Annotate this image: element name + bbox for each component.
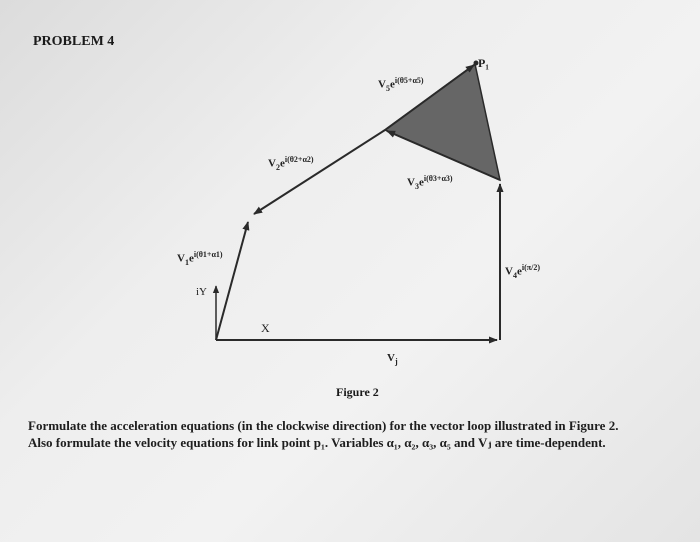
- statement-line-1: Formulate the acceleration equations (in the clockwise direction) for the vector loop illustrated in Figure 2.: [28, 418, 619, 433]
- label-x-axis: X: [261, 321, 270, 335]
- label-v3: $V_3e^{i(\theta 3+\alpha 3)}$: [407, 174, 453, 191]
- label-p1: P₁: [478, 56, 489, 70]
- vector-v1: [216, 222, 248, 340]
- figure-caption: Figure 2: [336, 385, 379, 399]
- vector-v2: [254, 130, 385, 214]
- label-v5: $V_5e^{i(\theta 5+\alpha 5)}$: [378, 76, 424, 93]
- label-v1: $V_1e^{i(\theta 1+\alpha 1)}$: [177, 250, 223, 267]
- label-vj: $V_j$: [387, 352, 398, 367]
- problem-title: PROBLEM 4: [33, 34, 115, 49]
- label-y-axis: iY: [196, 286, 207, 298]
- label-v2: $V_2e^{i(\theta 2+\alpha 2)}$: [268, 155, 314, 172]
- statement-line-2: Also formulate the velocity equations for link point p₁. Variables α₁, α₂, α₃, α₅ and Vⱼ are time-dependent.: [28, 435, 606, 450]
- label-v4: $V_4e^{i(\pi/2)}$: [505, 263, 540, 280]
